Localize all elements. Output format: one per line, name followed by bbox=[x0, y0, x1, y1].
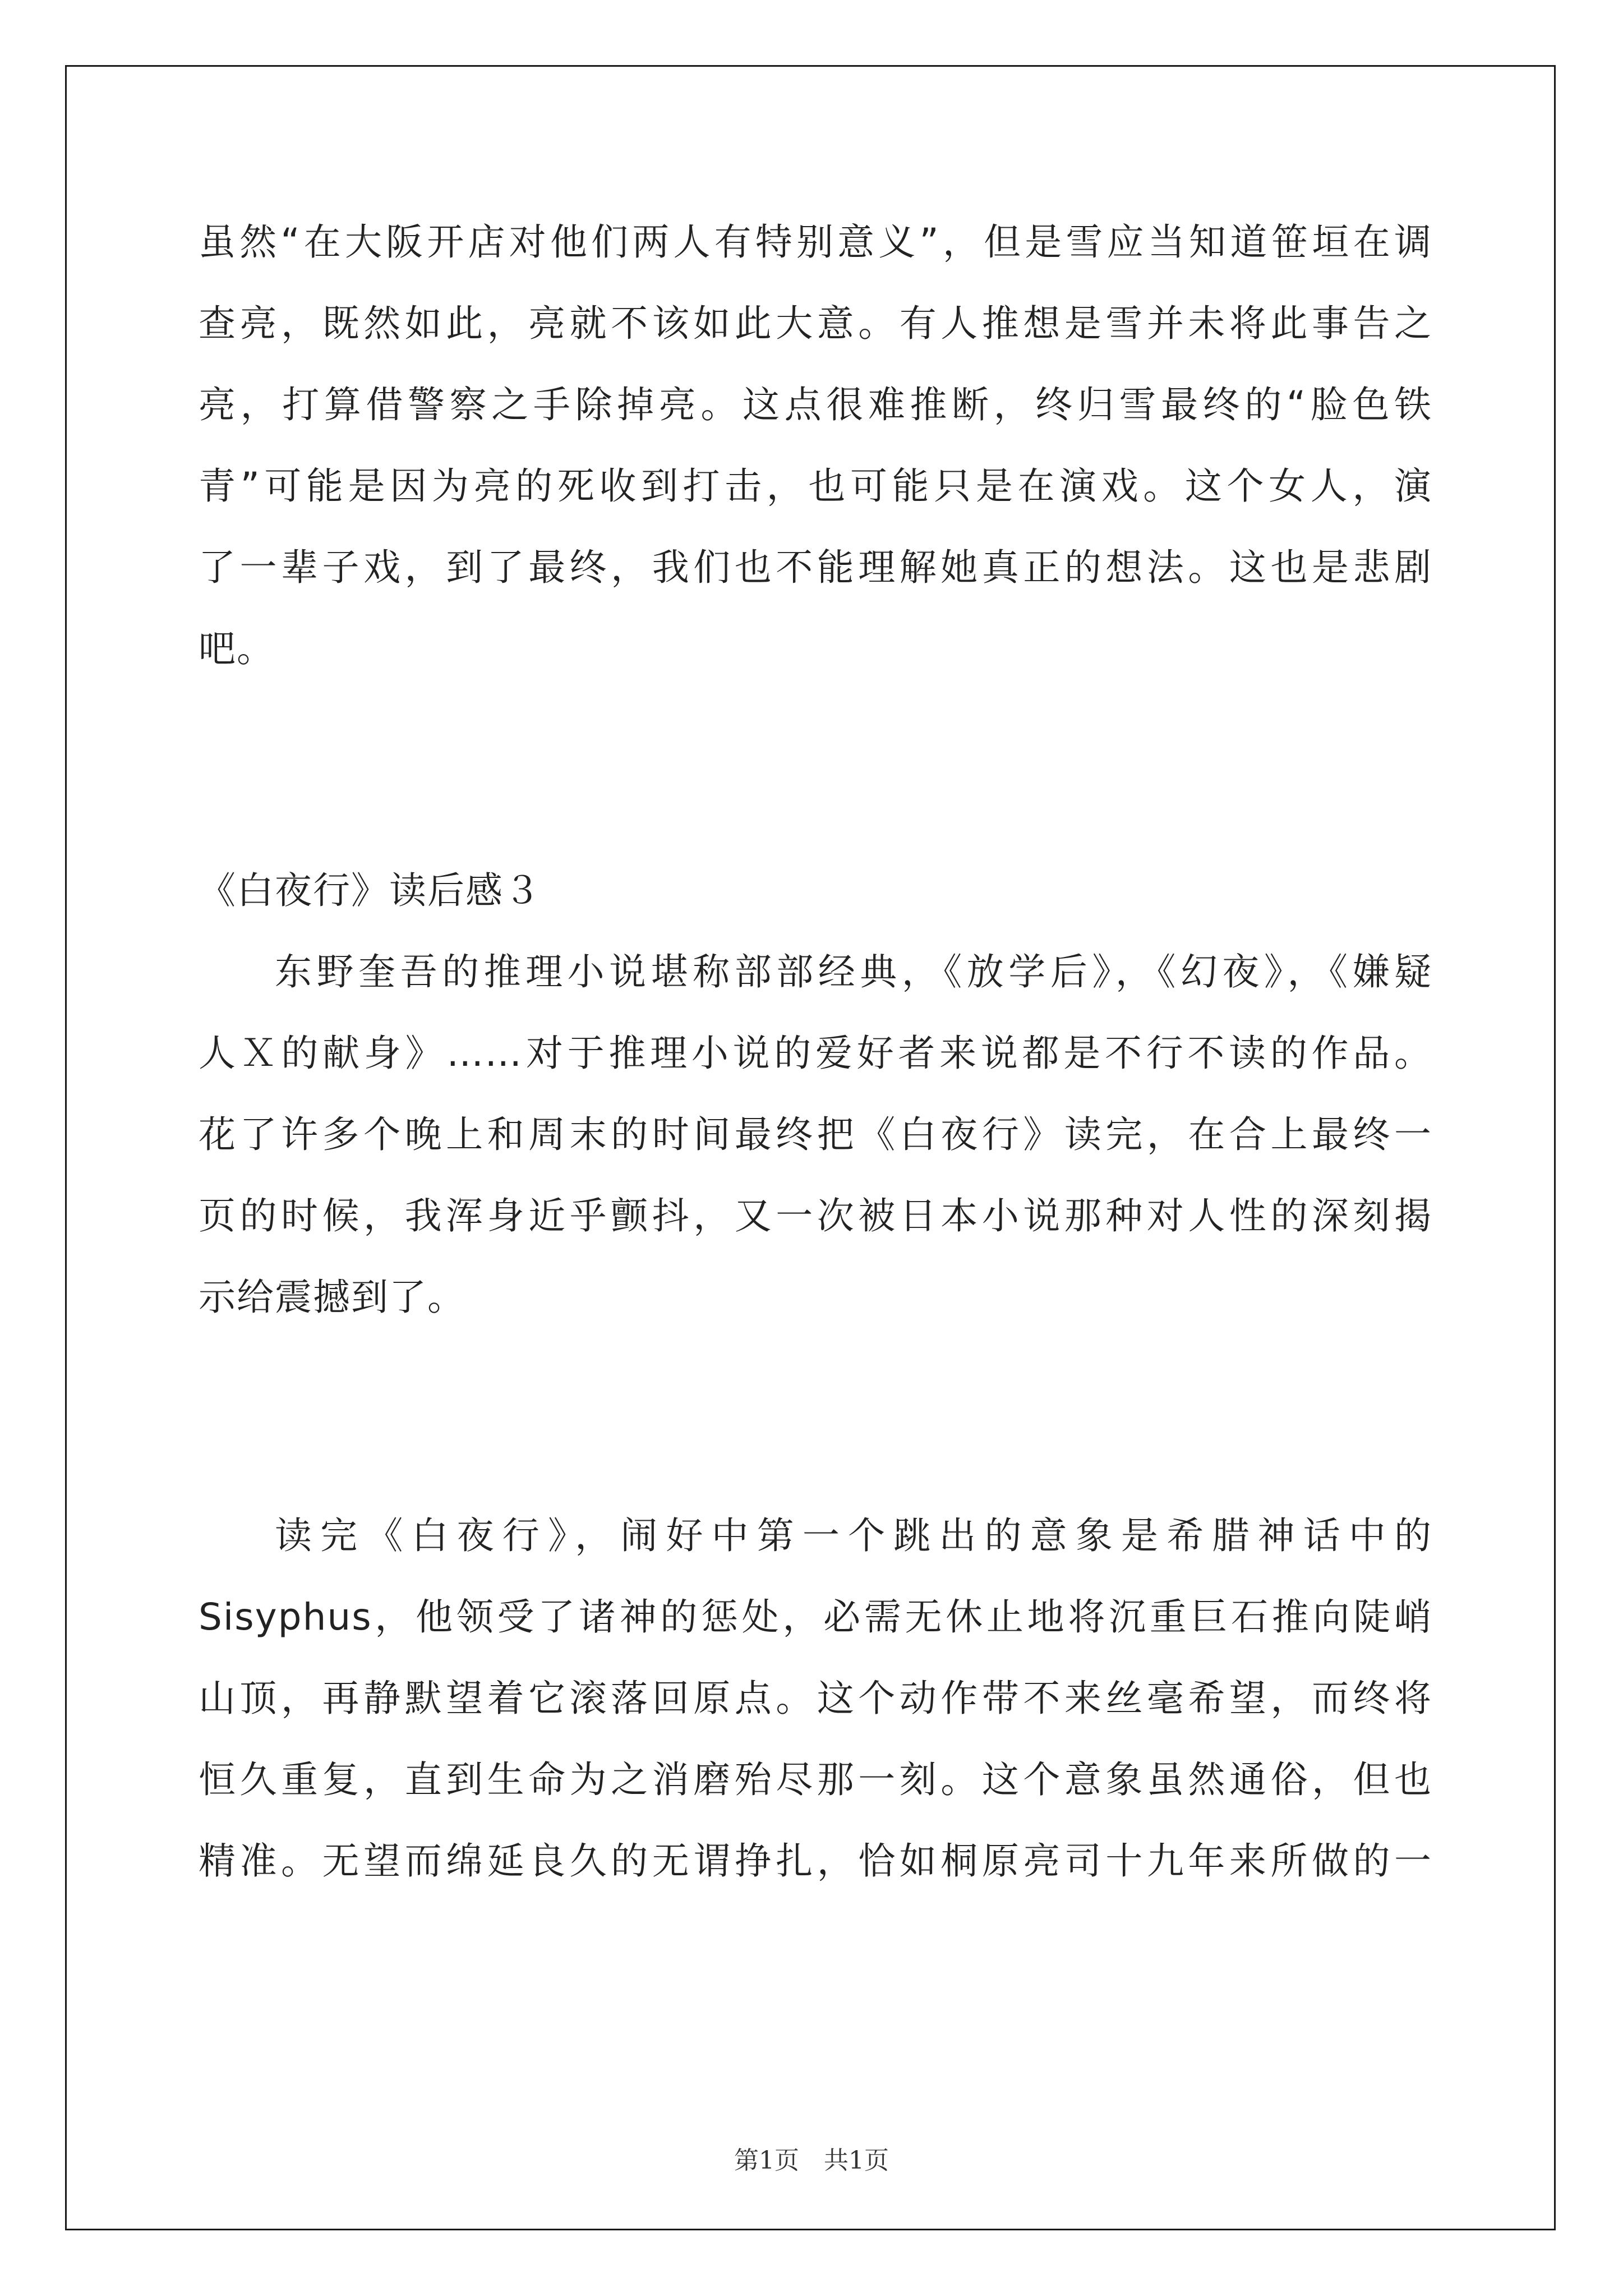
section-heading: 《白夜行》读后感３ bbox=[199, 869, 542, 912]
paragraph-first-line: 读完《白夜行》，闹好中第一个跳出的意象是希腊神话中的 bbox=[275, 1514, 1432, 1557]
text-line: 了一辈子戏，到了最终，我们也不能理解她真正的想法。这也是悲剧 bbox=[199, 546, 1432, 589]
text-line: 花了许多个晚上和周末的时间最终把《白夜行》读完，在合上最终一 bbox=[199, 1113, 1432, 1156]
text-line: 山顶，再静默望着它滚落回原点。这个动作带不来丝毫希望，而终将 bbox=[199, 1677, 1432, 1720]
text-line: 虽然“在大阪开店对他们两人有特别意义”，但是雪应当知道笹垣在调 bbox=[199, 220, 1432, 264]
text-line: 查亮，既然如此，亮就不该如此大意。有人推想是雪并未将此事告之 bbox=[199, 302, 1432, 345]
text-line: 吧。 bbox=[199, 627, 275, 670]
paragraph-first-line: 东野奎吾的推理小说堪称部部经典，《放学后》，《幻夜》，《嫌疑 bbox=[275, 950, 1432, 993]
text-line: 青”可能是因为亮的死收到打击，也可能只是在演戏。这个女人，演 bbox=[199, 464, 1432, 508]
text-line: 精准。无望而绵延良久的无谓挣扎，恰如桐原亮司十九年来所做的一 bbox=[199, 1839, 1432, 1883]
text-line: 页的时候，我浑身近乎颤抖，又一次被日本小说那种对人性的深刻揭 bbox=[199, 1194, 1432, 1237]
text-line: 亮，打算借警察之手除掉亮。这点很难推断，终归雪最终的“脸色铁 bbox=[199, 383, 1432, 426]
text-line: Sisyphus，他领受了诸神的惩处，必需无休止地将沉重巨石推向陡峭 bbox=[199, 1595, 1432, 1639]
text-line: 示给震撼到了。 bbox=[199, 1276, 465, 1319]
page-footer: 第1页 共1页 bbox=[734, 2146, 889, 2175]
text-line: 恒久重复，直到生命为之消磨殆尽那一刻。这个意象虽然通俗，但也 bbox=[199, 1758, 1432, 1801]
text-line: 人Ｘ的献身》……对于推理小说的爱好者来说都是不行不读的作品。 bbox=[199, 1032, 1432, 1075]
